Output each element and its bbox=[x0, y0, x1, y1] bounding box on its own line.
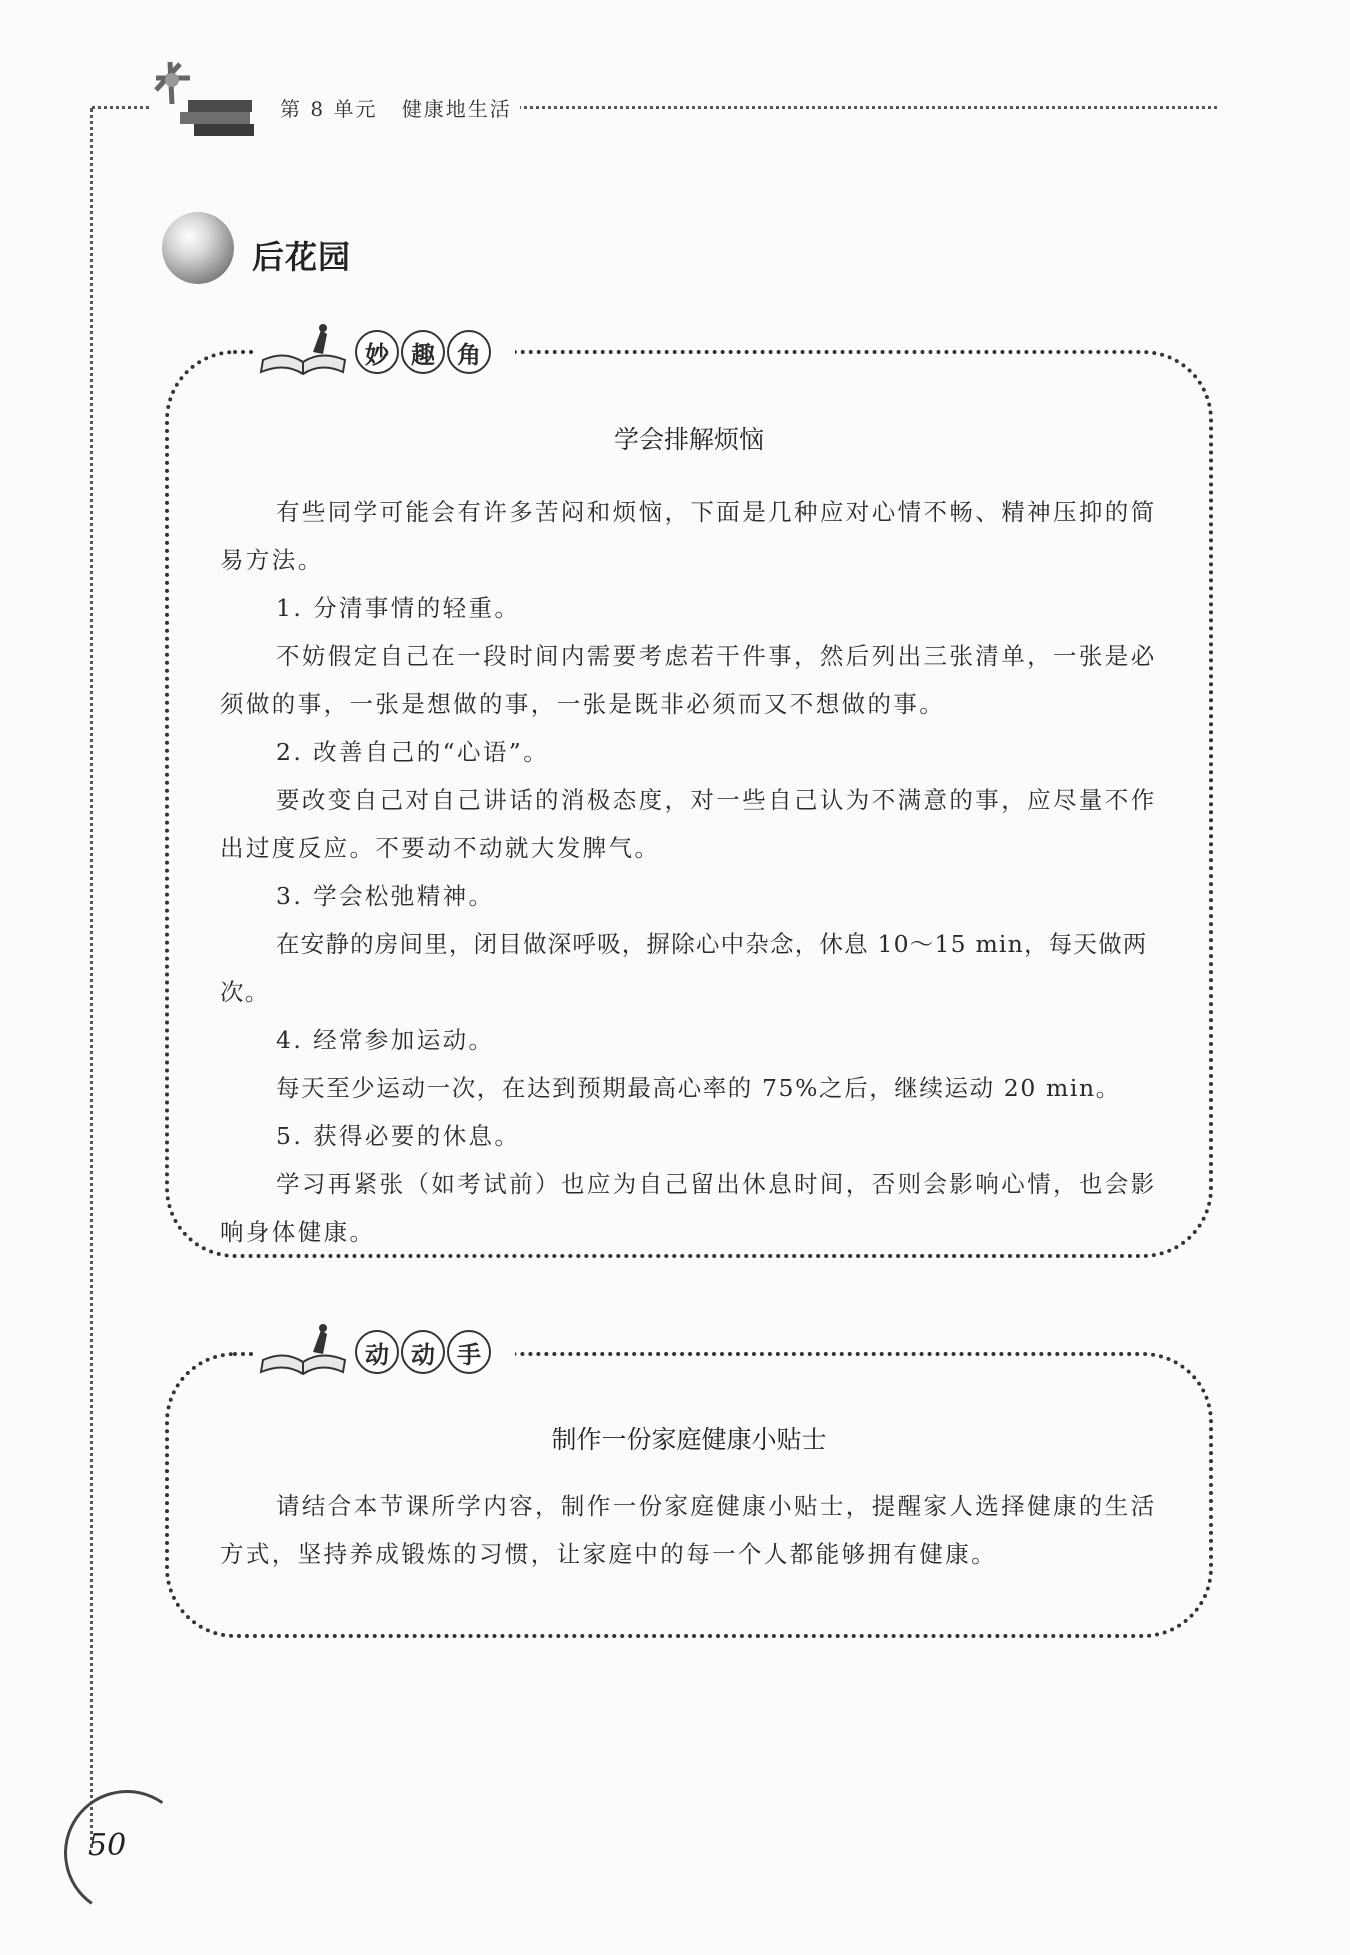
tab-char: 动 bbox=[401, 1330, 445, 1374]
fun-corner-tab bbox=[255, 320, 515, 380]
list-heading: 2. 改善自己的“心语”。 bbox=[276, 738, 550, 766]
box1-content bbox=[220, 488, 1168, 1256]
box2-content bbox=[220, 1482, 1168, 1578]
page-number-arc bbox=[54, 1780, 200, 1926]
tab-char: 动 bbox=[355, 1330, 399, 1374]
header-unit: 第 8 单元 bbox=[280, 97, 378, 121]
hands-on-tab bbox=[255, 1320, 515, 1380]
paragraph: 有些同学可能会有许多苦闷和烦恼，下面是几种应对心情不畅、精神压抑的简易方法。 bbox=[220, 498, 1157, 574]
paragraph: 学习再紧张（如考试前）也应为自己留出休息时间，否则会影响心情，也会影响身体健康。 bbox=[220, 1170, 1157, 1246]
sphere-bullet-icon bbox=[162, 212, 234, 284]
list-heading: 3. 学会松弛精神。 bbox=[276, 882, 495, 910]
tab-char: 趣 bbox=[401, 330, 445, 374]
paragraph: 要改变自己对自己讲话的消极态度，对一些自己认为不满意的事，应尽量不作出过度反应。不要动不动就大发脾气。 bbox=[220, 786, 1157, 862]
paragraph: 请结合本节课所学内容，制作一份家庭健康小贴士，提醒家人选择健康的生活方式，坚持养成锻炼的习惯，让家庭中的每一个人都能够拥有健康。 bbox=[220, 1492, 1157, 1568]
open-book-icon bbox=[255, 1322, 350, 1377]
books-decoration-icon bbox=[150, 60, 260, 140]
box1-title: 学会排解烦恼 bbox=[613, 425, 764, 454]
paragraph: 在安静的房间里，闭目做深呼吸，摒除心中杂念，休息 10～15 min，每天做两次。 bbox=[220, 930, 1148, 1006]
page-frame-left bbox=[90, 108, 95, 1848]
page-number: 50 bbox=[88, 1828, 127, 1863]
header-topic: 健康地生活 bbox=[401, 97, 512, 121]
paragraph: 不妨假定自己在一段时间内需要考虑若干件事，然后列出三张清单，一张是必须做的事，一张是想做的事，一张是既非必须而又不想做的事。 bbox=[220, 642, 1157, 718]
tab-char: 角 bbox=[447, 330, 491, 374]
list-heading: 5. 获得必要的休息。 bbox=[276, 1122, 521, 1150]
section-title: 后花园 bbox=[252, 238, 352, 276]
paragraph: 每天至少运动一次，在达到预期最高心率的 75%之后，继续运动 20 min。 bbox=[276, 1074, 1121, 1102]
list-heading: 4. 经常参加运动。 bbox=[276, 1026, 495, 1054]
tab-char: 手 bbox=[447, 1330, 491, 1374]
open-book-icon bbox=[255, 322, 350, 377]
running-header bbox=[280, 93, 512, 122]
box2-title: 制作一份家庭健康小贴士 bbox=[551, 1425, 827, 1454]
tab-char: 妙 bbox=[355, 330, 399, 374]
list-heading: 1. 分清事情的轻重。 bbox=[276, 594, 521, 622]
